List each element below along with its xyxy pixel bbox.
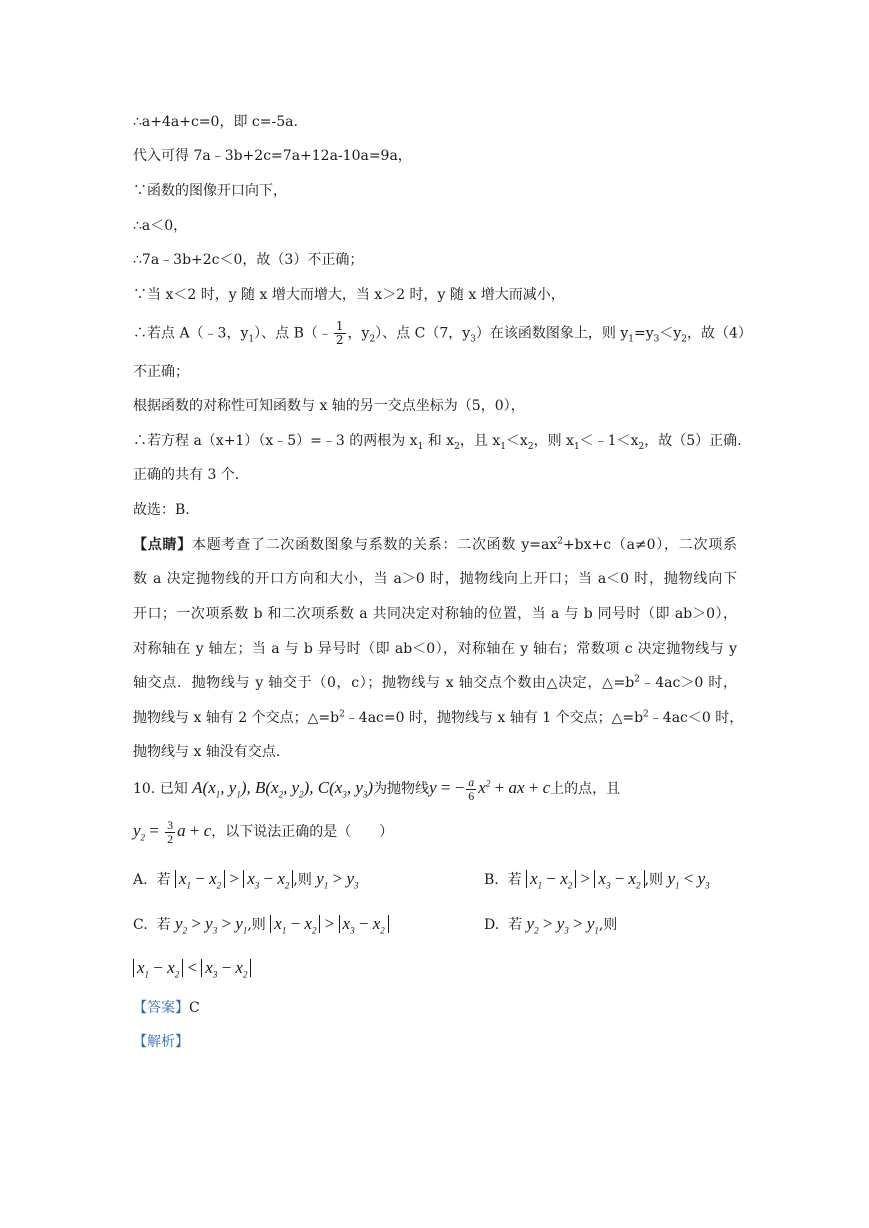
dianjing-line-3: 开口；一次项系数 b 和二次项系数 a 共同决定对称轴的位置，当 a 与 b 同号时（即 ab＞0）， (133, 606, 737, 622)
parabola-formula: y = − $\frac{a}{6}$ $x^2$ + ax + c (429, 774, 551, 803)
solution-line-11: 正确的共有 3 个. (133, 467, 240, 483)
dianjing-line-6: 抛物线与 x 轴有 2 个交点；$\triangle=b^2﹣4ac=0$ 时，抛物线与 x 轴有 1 个交点；$\triangle=b^2﹣4ac<0$ 时， (133, 709, 744, 726)
dianjing-line-7: 抛物线与 x 轴没有交点. (133, 744, 281, 760)
option-d[interactable]: D. 若 $y_2 > y_3 > y_1$,则 (484, 914, 618, 936)
fraction-half: $\frac{1}{2}$ (335, 319, 344, 347)
solution-line-2: 代入可得 7a﹣3b+2c=7a+12a-10a=9a， (133, 148, 412, 164)
solution-line-8: 不正确； (133, 364, 189, 380)
option-c[interactable]: C. 若 $y_2 > y_3 > y_1$,则 $x_1 - x_2 > x_3 - x_2$ (133, 911, 389, 938)
solution-line-6: ∵当 x＜2 时，y 随 x 增大而增大，当 x＞2 时，y 随 x 增大而减小， (133, 287, 565, 303)
option-d-continued: $x_1 - x_2 < x_3 - x_2$ (133, 955, 251, 982)
question-10-stem-line-2: $y_2$ = $\frac{3}{2}$ a + c，以下说法正确的是（ ） (133, 817, 394, 846)
points-formula: $A(x_1$, $y_1$), $B(x_2$, $y_2$), $C(x_3$, $y_3$) (192, 778, 374, 800)
solution-line-7: ∴若点 A（﹣3，$y_1$）、点 B（﹣ $\frac{1}{2}$ ，$y_2$）、点 C（7，$y_3$）在该函数图象上，则 $y_1=y_3<y_2$，故（4） (133, 319, 752, 347)
question-10-stem: 10. 已知 $A(x_1$, $y_1$), $B(x_2$, $y_2$), $C(x_3$, $y_3$)为抛物线y = − $\frac{a}{6}$ $x^2$ + ax + c上的点，且 (133, 774, 621, 803)
analysis-line (133, 1032, 189, 1052)
dianjing-label: 【点睛】 (133, 537, 192, 553)
solution-line-5: ∴7a﹣3b+2c＜0，故（3）不正确； (133, 252, 364, 268)
answer-value: C (189, 1000, 200, 1016)
answer-label: 【答案】 (133, 1000, 189, 1016)
option-b[interactable]: B. 若 $x_1 - x_2 > x_3 - x_2$ ,则 $y_1 < y_3$ (484, 869, 710, 891)
solution-line-1: ∴a+4a+c=0，即 c=-5a. (133, 114, 298, 130)
question-number: 10. (133, 781, 156, 797)
dianjing-line-2: 数 a 决定抛物线的开口方向和大小，当 a＞0 时，抛物线向上开口；当 a＜0 时，抛物线向下 (133, 571, 737, 587)
solution-line-10: ∴若方程 a（x+1）（x﹣5）=﹣3 的两根为 $x_1$ 和 $x_2$，且 $x_1<x_2$，则 $x_1<﹣1<x_2$，故（5）正确. (133, 433, 742, 452)
y2-formula: $y_2$ = $\frac{3}{2}$ a + c (133, 817, 212, 846)
solution-line-3: ∵函数的图像开口向下， (133, 183, 287, 199)
dianjing-line-1: 【点睛】本题考查了二次函数图象与系数的关系：二次函数 $y=ax^2+bx+c(a\ne 0)$，二次项系 (133, 536, 737, 553)
solution-line-9: 根据函数的对称性可知函数与 x 轴的另一交点坐标为（5，0）， (133, 398, 525, 414)
answer-line (133, 998, 200, 1018)
option-a[interactable]: A. 若 $x_1 - x_2 > x_3 - x_2$ ,则 $y_1 > y_3$ (133, 869, 359, 891)
solution-line-4: ∴a＜0， (133, 218, 188, 234)
dianjing-line-4: 对称轴在 y 轴左；当 a 与 b 异号时（即 ab＜0），对称轴在 y 轴右；常数项 c 决定抛物线与 y (133, 641, 737, 657)
solution-line-12: 故选：B. (133, 502, 190, 518)
dianjing-line-5: 轴交点．抛物线与 y 轴交于（0，c）；抛物线与 x 轴交点个数由△决定，$\triangle=b^2﹣4ac>0$ 时， (133, 674, 738, 691)
analysis-label: 【解析】 (133, 1034, 189, 1050)
